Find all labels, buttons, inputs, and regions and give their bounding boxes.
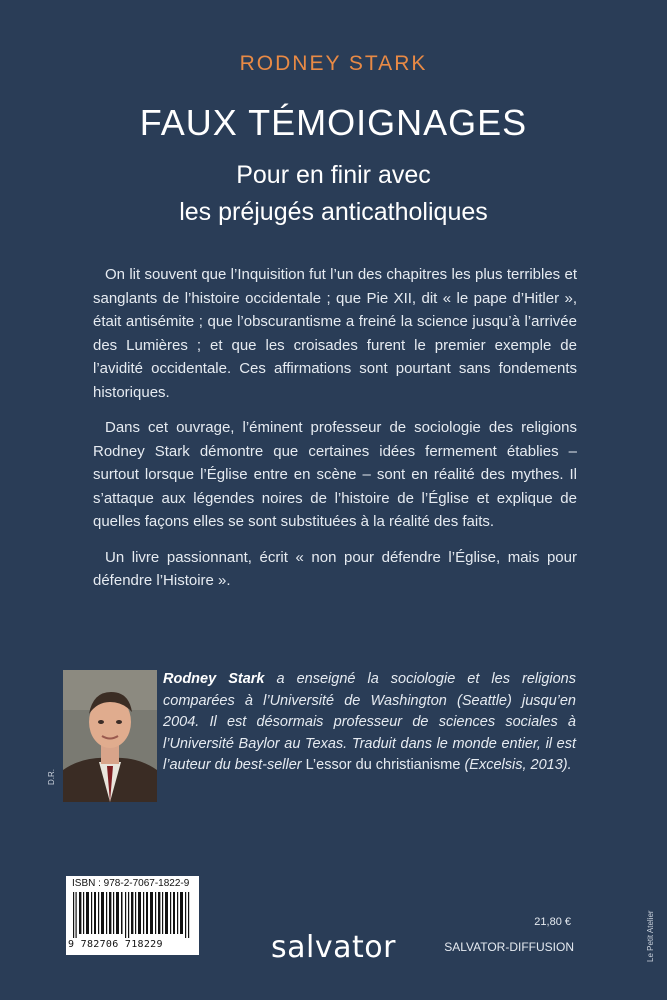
author-photo (63, 670, 157, 802)
author-bio (163, 669, 576, 777)
designer-credit: Le Petit Atelier (646, 910, 655, 962)
subtitle-line-1: Pour en finir avec (236, 161, 431, 189)
bio-author-name: Rodney Stark (163, 671, 265, 687)
barcode-digits: 9 782706 718229 (68, 939, 163, 950)
photo-credit: D.R. (47, 769, 56, 785)
bio-text-1: a enseigné la sociologie et les religions comparées à l’Université de Washington (Seattle) jusqu’en 2004. Il est désormais professeur de sciences sociales à l’Université Baylor au Texas. Traduit dans le monde entier, il est l’auteur du best-seller (163, 671, 576, 773)
isbn-text: ISBN : 978-2-7067-1822-9 (72, 878, 190, 889)
subtitle-line-2: les préjugés anticatholiques (179, 198, 488, 226)
blurb-paragraph-3: Un livre passionnant, écrit « non pour défendre l’Église, mais pour défendre l’Histoire ». (93, 548, 577, 589)
bio-book-title: L’essor du christianisme (305, 757, 461, 773)
author-name: RODNEY STARK (239, 52, 428, 75)
publisher-logo: salvator (271, 930, 396, 965)
blurb (93, 263, 577, 605)
bio-text-2: (Excelsis, 2013). (460, 757, 572, 773)
blurb-paragraph-2: Dans cet ouvrage, l’éminent professeur de sociologie des religions Rodney Stark démontre que certaines idées fermement établies – surtout lorsque l’Église entre en scène – sont en réalité des mythes. Il s’attaque aux légendes noires de l’histoire de l’Église et explique de quelles façons elles se sont substituées à la réalité des faits. (93, 419, 577, 530)
book-title: FAUX TÉMOIGNAGES (139, 102, 528, 143)
blurb-paragraph-1: On lit souvent que l’Inquisition fut l’un des chapitres les plus terribles et sanglants de l’histoire occidentale ; que Pie XII, dit « le pape d’Hitler », était antisémite ; que l’obscurantisme a freiné la science jusqu’à l’arrivée des Lumières ; et que les croisades furent le premier exemple de l’avidité occidentale. Ces affirmations sont pourtant sans fondements historiques. (93, 266, 577, 401)
distributor: SALVATOR-DIFFUSION (444, 940, 574, 954)
price: 21,80 € (534, 916, 571, 928)
book-subtitle (0, 157, 667, 231)
